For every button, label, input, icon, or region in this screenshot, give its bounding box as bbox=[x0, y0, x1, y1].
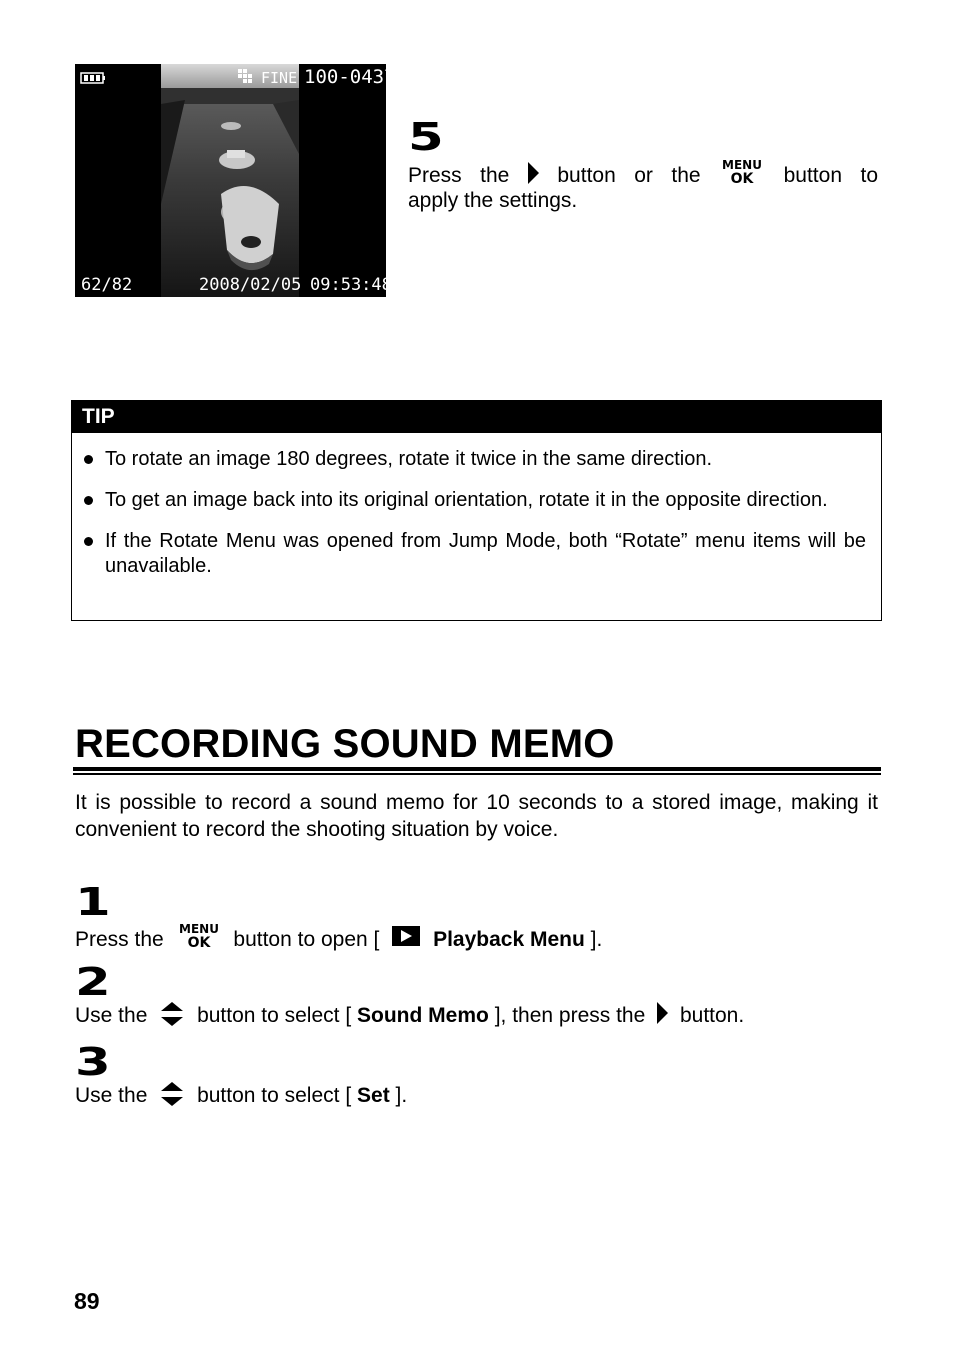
frame-counter: 62/82 bbox=[81, 275, 133, 295]
tip-item: To rotate an image 180 degrees, rotate it twice in the same direction. bbox=[82, 447, 866, 472]
menu-ok-top-label: MENU bbox=[722, 158, 763, 172]
step-1-prefix: Press the bbox=[75, 928, 164, 951]
step-number-3: 3 bbox=[75, 1040, 111, 1084]
harbor-photo bbox=[161, 64, 302, 297]
step-2-end: button. bbox=[679, 1004, 745, 1027]
camera-screen-image bbox=[75, 64, 396, 297]
step-number-2: 2 bbox=[75, 960, 111, 1004]
step-2-suffix: ], then press the bbox=[494, 1004, 646, 1027]
battery-icon bbox=[80, 72, 106, 84]
heading-rule-thick bbox=[73, 767, 881, 771]
resolution-icon bbox=[238, 69, 254, 86]
quality-label: FINE bbox=[261, 69, 298, 87]
tip-item: If the Rotate Menu was opened from Jump Mode, both “Rotate” menu items will be unavailable. bbox=[82, 529, 866, 579]
playback-icon bbox=[391, 925, 421, 947]
tip-list bbox=[82, 447, 866, 595]
date-label: 2008/02/05 bbox=[199, 275, 302, 295]
page-number: 89 bbox=[74, 1288, 100, 1314]
step-5-text-after: button to bbox=[783, 164, 878, 187]
step-2-bold: Sound Memo bbox=[357, 1004, 489, 1027]
step-1-bold: Playback Menu bbox=[433, 928, 585, 951]
step-2-middle: button to select [ bbox=[197, 1004, 352, 1027]
right-arrow-icon bbox=[657, 1002, 668, 1024]
step-2-prefix: Use the bbox=[75, 1004, 148, 1027]
up-down-icon bbox=[159, 1002, 185, 1026]
step-1-text bbox=[75, 922, 602, 954]
step-1-suffix: ]. bbox=[590, 928, 603, 951]
step-5-line-2: apply the settings. bbox=[408, 189, 578, 212]
section-title: RECORDING SOUND MEMO bbox=[75, 722, 615, 766]
step-3-suffix: ]. bbox=[395, 1084, 408, 1107]
section-intro: It is possible to record a sound memo for 10 seconds to a stored image, making it convenient to record the shooting situation by voice. bbox=[75, 791, 878, 841]
menu-ok-bottom-label: OK bbox=[730, 171, 754, 187]
step-number-1: 1 bbox=[75, 880, 111, 924]
time-label: 09:53:48 bbox=[310, 275, 392, 295]
step-5-text-before: Press the bbox=[408, 164, 510, 187]
tip-title: TIP bbox=[72, 401, 881, 433]
menu-ok-top-label: MENU bbox=[178, 922, 219, 936]
step-1-middle: button to open [ bbox=[233, 928, 380, 951]
step-3-prefix: Use the bbox=[75, 1084, 148, 1107]
tip-item: To get an image back into its original orientation, rotate it in the opposite direction. bbox=[82, 488, 866, 513]
menu-ok-icon bbox=[176, 922, 222, 951]
tip-box bbox=[71, 400, 882, 621]
menu-ok-icon bbox=[719, 158, 765, 187]
right-arrow-icon bbox=[528, 162, 539, 184]
file-number: 100-0437 bbox=[304, 66, 396, 88]
step-3-middle: button to select [ bbox=[197, 1084, 352, 1107]
step-5-text-middle: button or the bbox=[557, 164, 701, 187]
heading-rule-thin bbox=[73, 773, 881, 775]
step-3-bold: Set bbox=[357, 1084, 390, 1107]
step-3-text bbox=[75, 1082, 407, 1110]
menu-ok-bottom-label: OK bbox=[187, 935, 210, 951]
step-number-5: 5 bbox=[408, 115, 444, 159]
step-5-line-1 bbox=[408, 158, 878, 190]
up-down-icon bbox=[159, 1082, 185, 1106]
step-2-text bbox=[75, 1002, 744, 1030]
